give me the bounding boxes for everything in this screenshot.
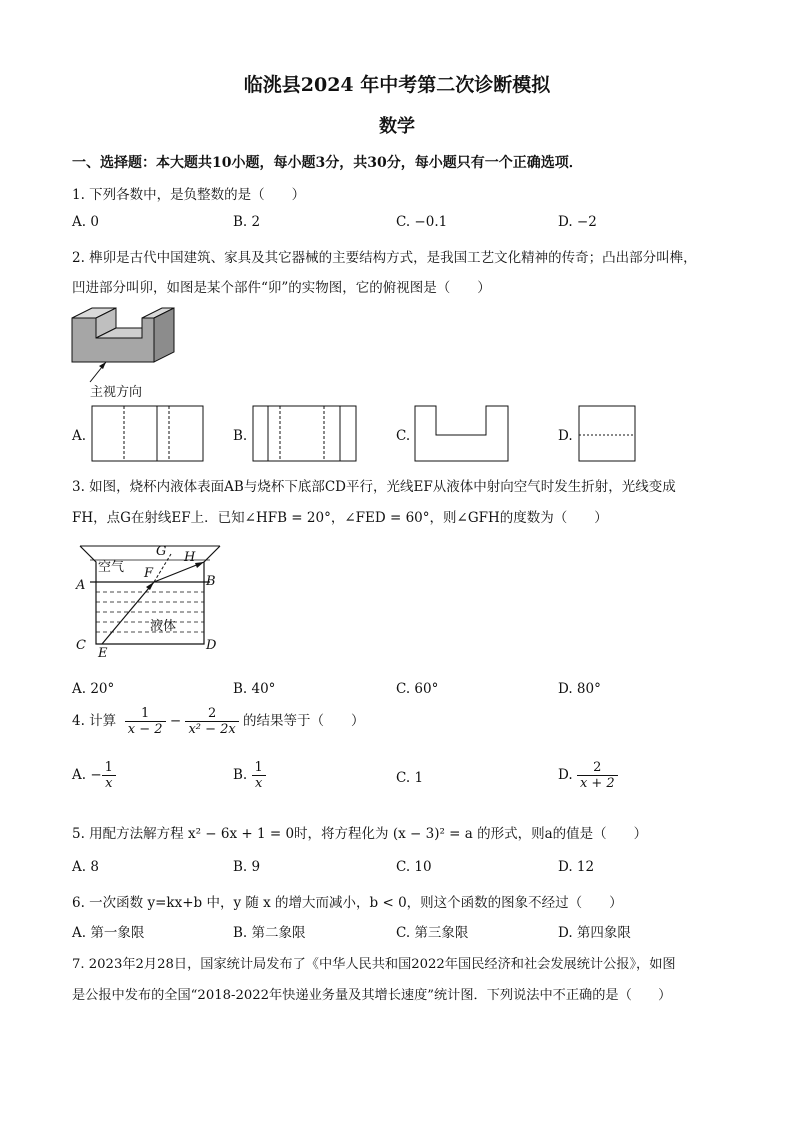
q3-option-b: B. 40° [233, 681, 276, 697]
q4-option-a-sign: − [90, 767, 102, 783]
q5-option-b: B. 9 [233, 859, 261, 875]
q1-option-d: D. −2 [558, 214, 597, 230]
question-5-stem: 5. 用配方法解方程 x² − 6x + 1 = 0时，将方程化为 (x − 3)² = a 的形式，则a的值是（ ） [72, 826, 648, 842]
q4-option-b-letter: B. [233, 767, 248, 783]
question-3-stem-line1: 3. 如图，烧杯内液体表面AB与烧杯下底部CD平行，光线EF从液体中射向空气时发生折射，光线变成 [72, 479, 676, 495]
q4-fraction-1 [125, 706, 166, 737]
q6-option-d: D. 第四象限 [558, 925, 631, 941]
q4-option-a-num: 1 [102, 760, 116, 776]
q4-option-d-num: 2 [577, 760, 618, 776]
q4-option-c [396, 770, 423, 786]
question-7-stem-line2: 是公报中发布的全国“2018-2022年快递业务量及其增长速度”统计图．下列说法中不正确的是（ ） [72, 988, 672, 1003]
q4-option-a-den: x [105, 776, 113, 791]
question-2-stem-line1: 2. 榫卯是古代中国建筑、家具及其它器械的主要结构方式，是我国工艺文化精神的传奇；凸出部分叫榫， [72, 250, 697, 266]
q3-option-d: D. 80° [558, 681, 601, 697]
q2-option-b-letter: B. [233, 428, 248, 444]
point-e-label: E [98, 646, 108, 661]
q4-option-c-text: 1 [414, 770, 424, 786]
q2-option-a-figure [91, 405, 205, 463]
q4-fraction-2 [185, 706, 238, 737]
question-4-stem [72, 706, 365, 737]
q4-frac2-denominator: x² − 2x [188, 722, 236, 737]
point-b-label: B [206, 574, 216, 589]
point-h-label: H [184, 550, 196, 565]
q4-option-d [558, 760, 618, 791]
q3-option-a: A. 20° [72, 681, 115, 697]
question-2-stem-line2: 凹进部分叫卯，如图是某个部件“卯”的实物图，它的俯视图是（ ） [72, 280, 491, 296]
point-c-label: C [76, 638, 86, 653]
point-f-label: F [144, 566, 154, 581]
point-d-label: D [206, 638, 217, 653]
q2-option-d-figure [578, 405, 638, 463]
q2-option-d-letter: D. [558, 428, 573, 444]
question-7-stem-line1: 7. 2023年2月28日，国家统计局发布了《中华人民共和国2022年国民经济和社会发展统计公报》，如图 [72, 957, 676, 972]
q4-option-c-letter: C. [396, 770, 411, 786]
question-6-stem: 6. 一次函数 y=kx+b 中，y 随 x 的增大而减小，b < 0，则这个函数的图象不经过（ ） [72, 895, 623, 911]
liquid-label: 液体 [150, 619, 177, 634]
point-g-label: G [156, 544, 167, 559]
q2-option-c-figure [414, 405, 510, 463]
view-direction-label: 主视方向 [90, 385, 143, 400]
q4-option-a-fraction [102, 760, 116, 791]
section-heading: 一、选择题：本大题共10小题，每小题3分，共30分，每小题只有一个正确选项． [72, 155, 583, 171]
q4-suffix: 的结果等于（ ） [243, 713, 365, 729]
q4-option-b-num: 1 [252, 760, 266, 776]
point-a-label: A [76, 578, 86, 593]
q5-option-c: C. 10 [396, 859, 432, 875]
q4-option-a-letter: A. [72, 767, 87, 783]
q4-option-a [72, 760, 116, 791]
air-label: 空气 [98, 560, 125, 575]
q1-option-b: B. 2 [233, 214, 261, 230]
q3-option-c: C. 60° [396, 681, 439, 697]
question-3-stem-line2: FH，点G在射线EF上．已知∠HFB = 20°，∠FED = 60°，则∠GFH的度数为（ ） [72, 510, 608, 526]
q2-option-b-figure [252, 405, 358, 463]
q4-option-d-den: x + 2 [579, 776, 615, 791]
q2-option-a-letter: A. [72, 428, 87, 444]
q4-prefix: 4. 计算 [72, 713, 117, 729]
q4-option-b [233, 760, 266, 791]
q4-minus: − [169, 713, 182, 729]
q4-option-b-den: x [254, 776, 263, 791]
exam-title: 临洮县2024 年中考第二次诊断模拟 [243, 74, 551, 96]
q1-option-c: C. −0.1 [396, 214, 448, 230]
q4-option-d-letter: D. [558, 767, 573, 783]
q6-option-a: A. 第一象限 [72, 925, 145, 941]
q6-option-c: C. 第三象限 [396, 925, 469, 941]
q4-option-b-fraction [252, 760, 266, 791]
q4-option-d-fraction [577, 760, 618, 791]
subject-title: 数学 [379, 116, 415, 137]
q6-option-b: B. 第二象限 [233, 925, 306, 941]
q1-option-a: A. 0 [72, 214, 99, 230]
question-1-stem: 1. 下列各数中，是负整数的是（ ） [72, 187, 306, 203]
q5-option-d: D. 12 [558, 859, 595, 875]
q2-option-c-letter: C. [396, 428, 411, 444]
q4-frac2-numerator: 2 [185, 706, 238, 722]
q4-frac1-denominator: x − 2 [127, 722, 163, 737]
q5-option-a: A. 8 [72, 859, 99, 875]
q4-frac1-numerator: 1 [125, 706, 166, 722]
